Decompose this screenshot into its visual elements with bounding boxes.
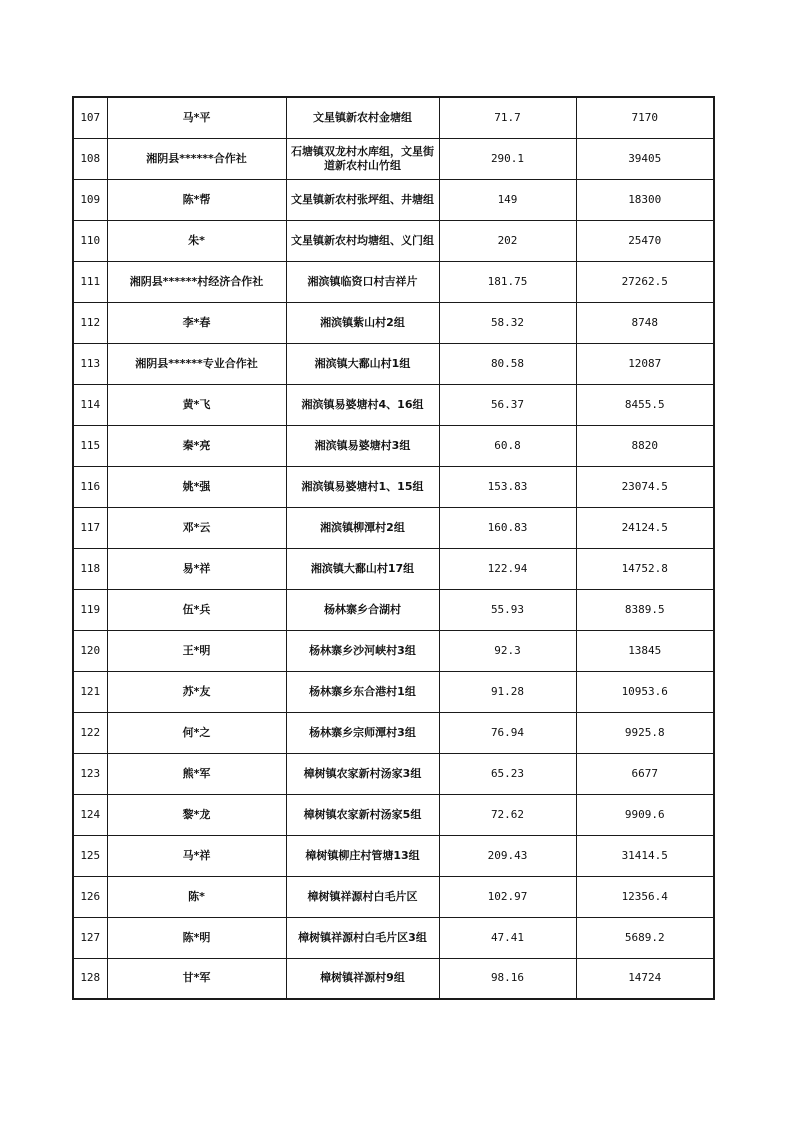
row-number-cell: 127 [73, 917, 107, 958]
amount-cell: 39405 [576, 138, 714, 179]
row-number-cell: 124 [73, 794, 107, 835]
table-row [73, 220, 714, 261]
row-number-cell: 113 [73, 343, 107, 384]
location-cell: 樟树镇祥源村白毛片区 [286, 876, 439, 917]
table-row [73, 753, 714, 794]
location-cell: 文星镇新农村张坪组、井塘组 [286, 179, 439, 220]
name-cell: 陈*明 [107, 917, 286, 958]
table-row [73, 671, 714, 712]
area-cell: 290.1 [439, 138, 576, 179]
table-row [73, 712, 714, 753]
area-cell: 72.62 [439, 794, 576, 835]
area-cell: 149 [439, 179, 576, 220]
amount-cell: 25470 [576, 220, 714, 261]
table-row [73, 507, 714, 548]
table-row [73, 261, 714, 302]
area-cell: 65.23 [439, 753, 576, 794]
area-cell: 91.28 [439, 671, 576, 712]
location-cell: 樟树镇祥源村白毛片区3组 [286, 917, 439, 958]
area-cell: 80.58 [439, 343, 576, 384]
row-number-cell: 107 [73, 97, 107, 138]
location-cell: 湘滨镇临资口村吉祥片 [286, 261, 439, 302]
location-cell: 湘滨镇大鄱山村1组 [286, 343, 439, 384]
table-row [73, 630, 714, 671]
location-cell: 杨林寨乡沙河峡村3组 [286, 630, 439, 671]
area-cell: 209.43 [439, 835, 576, 876]
amount-cell: 12087 [576, 343, 714, 384]
area-cell: 153.83 [439, 466, 576, 507]
row-number-cell: 116 [73, 466, 107, 507]
name-cell: 湘阴县******合作社 [107, 138, 286, 179]
area-cell: 102.97 [439, 876, 576, 917]
name-cell: 李*春 [107, 302, 286, 343]
name-cell: 朱* [107, 220, 286, 261]
amount-cell: 13845 [576, 630, 714, 671]
row-number-cell: 128 [73, 958, 107, 999]
name-cell: 伍*兵 [107, 589, 286, 630]
row-number-cell: 109 [73, 179, 107, 220]
table-row [73, 958, 714, 999]
row-number-cell: 115 [73, 425, 107, 466]
location-cell: 湘滨镇易婆塘村1、15组 [286, 466, 439, 507]
amount-cell: 8820 [576, 425, 714, 466]
location-cell: 湘滨镇柳潭村2组 [286, 507, 439, 548]
amount-cell: 5689.2 [576, 917, 714, 958]
table-row [73, 466, 714, 507]
table-row [73, 138, 714, 179]
row-number-cell: 119 [73, 589, 107, 630]
location-cell: 湘滨镇紫山村2组 [286, 302, 439, 343]
location-cell: 湘滨镇易婆塘村3组 [286, 425, 439, 466]
name-cell: 易*祥 [107, 548, 286, 589]
location-cell: 文星镇新农村金塘组 [286, 97, 439, 138]
row-number-cell: 122 [73, 712, 107, 753]
name-cell: 姚*强 [107, 466, 286, 507]
row-number-cell: 114 [73, 384, 107, 425]
amount-cell: 8389.5 [576, 589, 714, 630]
table-row [73, 876, 714, 917]
amount-cell: 6677 [576, 753, 714, 794]
name-cell: 陈*帮 [107, 179, 286, 220]
name-cell: 湘阴县******专业合作社 [107, 343, 286, 384]
table-row [73, 179, 714, 220]
table-row [73, 97, 714, 138]
name-cell: 邓*云 [107, 507, 286, 548]
area-cell: 71.7 [439, 97, 576, 138]
name-cell: 黄*飞 [107, 384, 286, 425]
amount-cell: 14724 [576, 958, 714, 999]
amount-cell: 14752.8 [576, 548, 714, 589]
table-row [73, 589, 714, 630]
location-cell: 湘滨镇易婆塘村4、16组 [286, 384, 439, 425]
amount-cell: 7170 [576, 97, 714, 138]
amount-cell: 8455.5 [576, 384, 714, 425]
name-cell: 湘阴县******村经济合作社 [107, 261, 286, 302]
row-number-cell: 108 [73, 138, 107, 179]
amount-cell: 8748 [576, 302, 714, 343]
location-cell: 樟树镇祥源村9组 [286, 958, 439, 999]
area-cell: 160.83 [439, 507, 576, 548]
amount-cell: 18300 [576, 179, 714, 220]
row-number-cell: 112 [73, 302, 107, 343]
area-cell: 202 [439, 220, 576, 261]
location-cell: 樟树镇农家新村汤家5组 [286, 794, 439, 835]
amount-cell: 10953.6 [576, 671, 714, 712]
name-cell: 何*之 [107, 712, 286, 753]
row-number-cell: 111 [73, 261, 107, 302]
amount-cell: 23074.5 [576, 466, 714, 507]
table-row [73, 917, 714, 958]
table-row [73, 794, 714, 835]
table-row [73, 425, 714, 466]
location-cell: 樟树镇农家新村汤家3组 [286, 753, 439, 794]
location-cell: 石塘镇双龙村水库组，文星街道新农村山竹组 [286, 138, 439, 179]
table-row [73, 343, 714, 384]
row-number-cell: 110 [73, 220, 107, 261]
row-number-cell: 120 [73, 630, 107, 671]
row-number-cell: 125 [73, 835, 107, 876]
name-cell: 黎*龙 [107, 794, 286, 835]
area-cell: 98.16 [439, 958, 576, 999]
row-number-cell: 117 [73, 507, 107, 548]
records-table-body [73, 97, 714, 999]
amount-cell: 12356.4 [576, 876, 714, 917]
name-cell: 甘*军 [107, 958, 286, 999]
name-cell: 熊*军 [107, 753, 286, 794]
area-cell: 47.41 [439, 917, 576, 958]
name-cell: 苏*友 [107, 671, 286, 712]
name-cell: 王*明 [107, 630, 286, 671]
location-cell: 杨林寨乡东合港村1组 [286, 671, 439, 712]
area-cell: 58.32 [439, 302, 576, 343]
table-row [73, 548, 714, 589]
amount-cell: 27262.5 [576, 261, 714, 302]
name-cell: 秦*亮 [107, 425, 286, 466]
row-number-cell: 118 [73, 548, 107, 589]
table-row [73, 384, 714, 425]
area-cell: 55.93 [439, 589, 576, 630]
amount-cell: 9909.6 [576, 794, 714, 835]
name-cell: 马*平 [107, 97, 286, 138]
location-cell: 湘滨镇大鄱山村17组 [286, 548, 439, 589]
table-row [73, 835, 714, 876]
amount-cell: 31414.5 [576, 835, 714, 876]
location-cell: 杨林寨乡合湖村 [286, 589, 439, 630]
area-cell: 60.8 [439, 425, 576, 466]
row-number-cell: 123 [73, 753, 107, 794]
location-cell: 樟树镇柳庄村管塘13组 [286, 835, 439, 876]
amount-cell: 9925.8 [576, 712, 714, 753]
name-cell: 马*祥 [107, 835, 286, 876]
area-cell: 56.37 [439, 384, 576, 425]
row-number-cell: 126 [73, 876, 107, 917]
area-cell: 122.94 [439, 548, 576, 589]
area-cell: 181.75 [439, 261, 576, 302]
name-cell: 陈* [107, 876, 286, 917]
row-number-cell: 121 [73, 671, 107, 712]
area-cell: 76.94 [439, 712, 576, 753]
location-cell: 杨林寨乡宗师潭村3组 [286, 712, 439, 753]
records-table [72, 96, 715, 1000]
table-row [73, 302, 714, 343]
area-cell: 92.3 [439, 630, 576, 671]
amount-cell: 24124.5 [576, 507, 714, 548]
location-cell: 文星镇新农村均塘组、义门组 [286, 220, 439, 261]
